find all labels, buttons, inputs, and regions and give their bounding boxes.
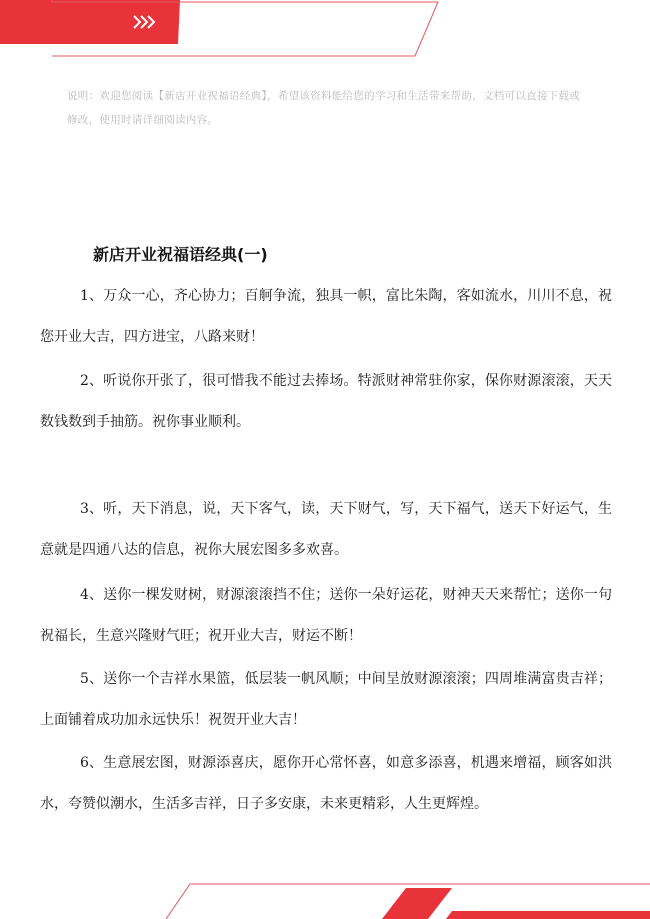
blessing-paragraph: 4、送你一棵发财树，财源滚滚挡不住；送你一朵好运花，财神天天来帮忙；送你一句祝福长，生意兴隆财气旺；祝开业大吉，财运不断！	[40, 587, 612, 644]
footer-red-slant	[382, 888, 452, 919]
blessing-paragraph: 1、万众一心，齐心协力；百舸争流，独具一帜，富比朱陶，客如流水，川川不息，祝您开业大吉，四方进宝，八路来财！	[40, 288, 612, 345]
blessing-paragraph: 3、听，天下消息，说，天下客气，读，天下财气，写，天下福气，送天下好运气，生意就是四通八达的信息，祝你大展宏图多多欢喜。	[40, 501, 612, 558]
blessing-paragraph: 6、生意展宏图，财源添喜庆，愿你开心常怀喜，如意多添喜，机遇来增福，顾客如洪水，夸赞似潮水，生活多吉祥，日子多安康，未来更精彩，人生更辉煌。	[40, 755, 612, 812]
blessing-paragraph: 2、听说你开张了，很可惜我不能过去捧场。特派财神常驻你家，保你财源滚滚，天天数钱数到手抽筋。祝你事业顺利。	[40, 373, 612, 430]
header-banner	[0, 0, 650, 60]
document-title: 新店开业祝福语经典(一)	[93, 245, 268, 264]
footer-banner	[0, 876, 650, 919]
blessing-paragraph: 5、送你一个吉祥水果篮，低层装一帆风顺；中间呈放财源滚滚；四周堆满富贵吉祥；上面铺着成功加永远快乐！祝贺开业大吉！	[40, 671, 612, 728]
document-notice: 说明：欢迎您阅读【新店开业祝福语经典】，希望该资料能给您的学习和生活带来帮助，文档可以直接下载或修改，使用时请详细阅读内容。	[67, 90, 581, 126]
footer-red-band	[446, 911, 650, 919]
